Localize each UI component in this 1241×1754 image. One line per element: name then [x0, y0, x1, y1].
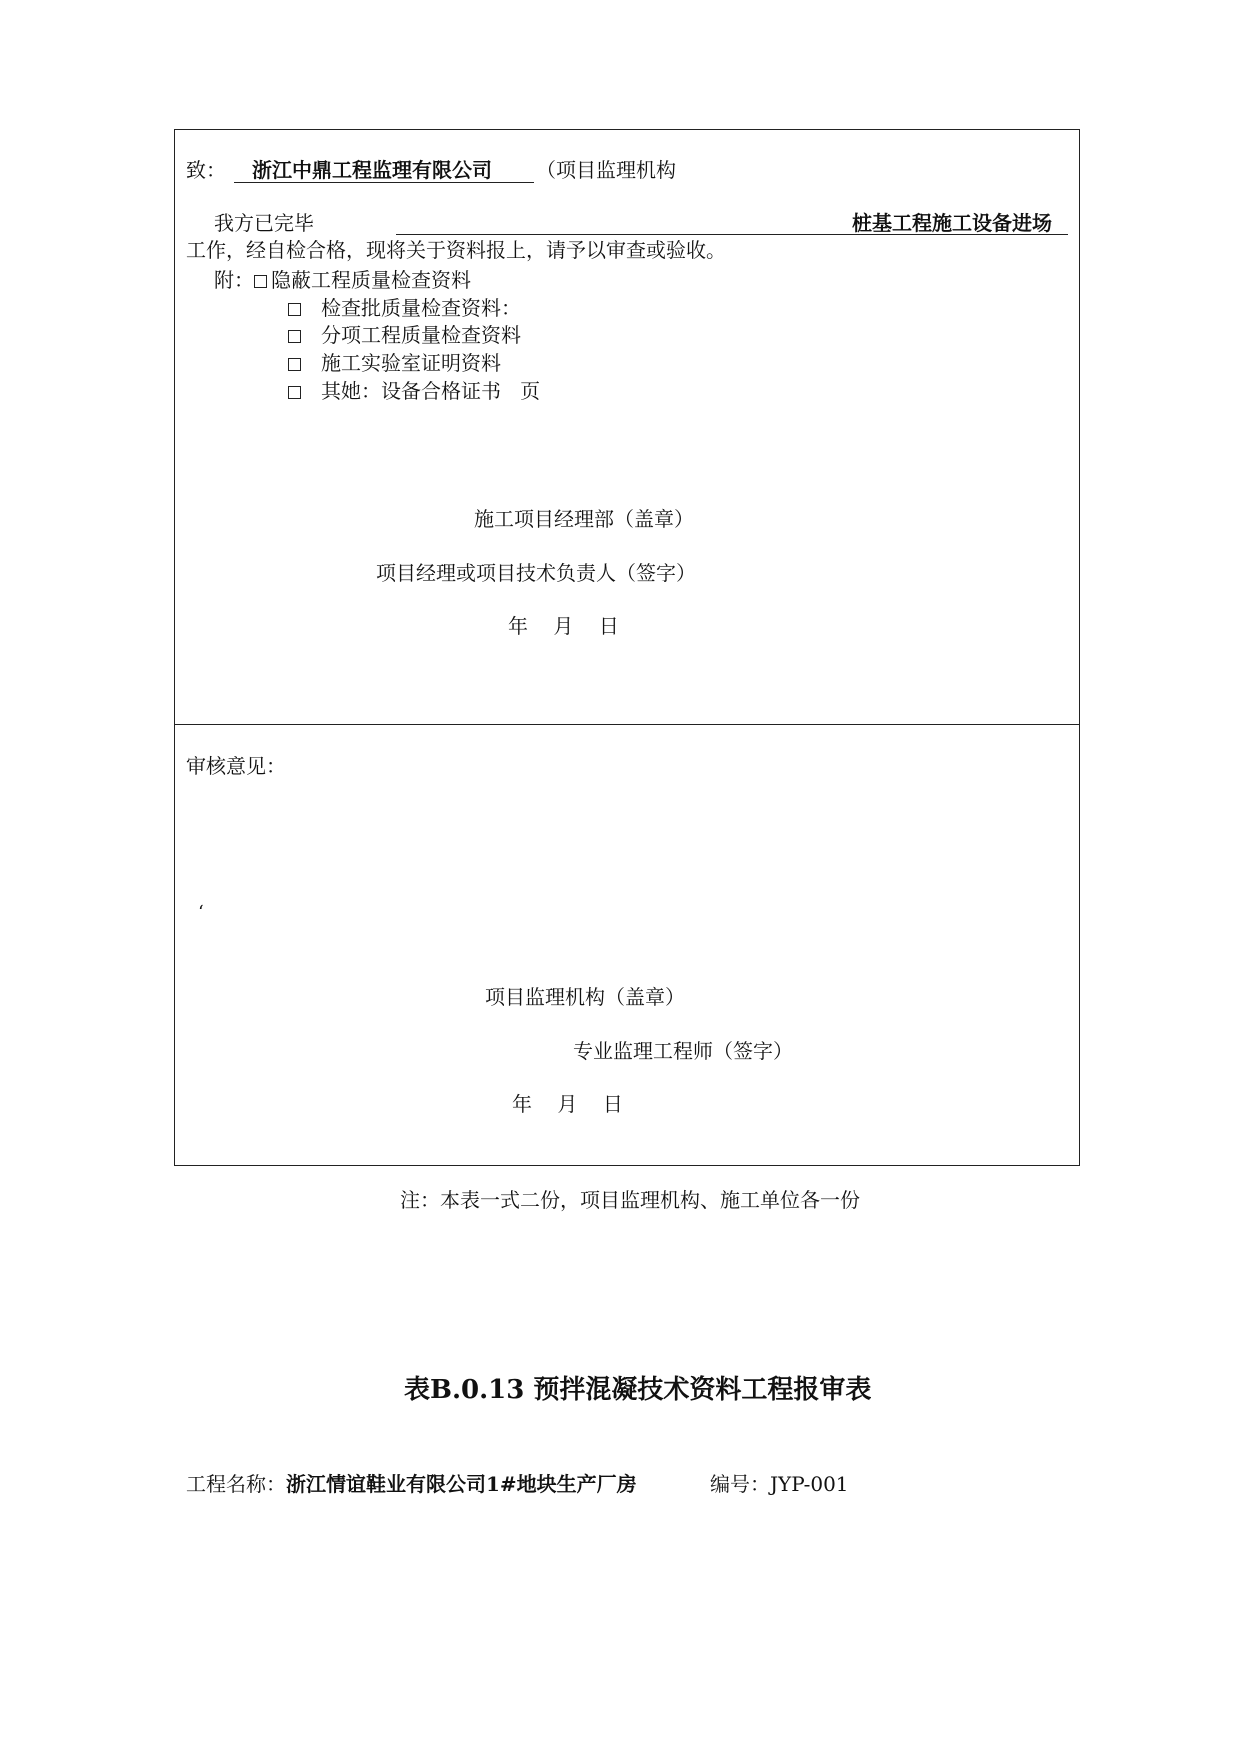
- checkbox-icon[interactable]: [254, 275, 267, 288]
- attachment-item-1: [288, 298, 521, 318]
- attachment-item-4: [288, 381, 540, 401]
- date-line-1: 年 月 日: [508, 614, 619, 638]
- review-label: 审核意见：: [186, 754, 286, 778]
- manager-sign-label: 项目经理或项目技术负责人（签字）: [376, 561, 696, 585]
- attachment-item-0: [214, 270, 471, 290]
- attachment-label-1: 检查批质量检查资料：: [321, 296, 521, 320]
- intro-prefix: 我方已完毕: [214, 211, 314, 235]
- engineer-sign-label: 专业监理工程师（签字）: [573, 1039, 793, 1063]
- attachment-item-3: [288, 353, 501, 373]
- project-name-label: 工程名称：: [186, 1472, 286, 1496]
- attachment-label-3: 施工实验室证明资料: [321, 351, 501, 375]
- stray-mark: ‘: [198, 902, 204, 923]
- supervision-seal-label: 项目监理机构（盖章）: [485, 985, 685, 1009]
- checkbox-icon[interactable]: [288, 386, 301, 399]
- project-info-row: [186, 1474, 637, 1494]
- to-org-suffix: （项目监理机构: [536, 158, 676, 182]
- checkbox-icon[interactable]: [288, 330, 301, 343]
- attachment-label-4: 其她：设备合格证书 页: [321, 379, 541, 403]
- work-item-name: 桩基工程施工设备进场: [852, 211, 1052, 235]
- form-number-value: JYP-001: [770, 1472, 849, 1496]
- date-line-2: 年 月 日: [512, 1092, 623, 1116]
- dept-seal-label: 施工项目经理部（盖章）: [474, 507, 694, 531]
- form-number-label: 编号：: [710, 1472, 770, 1496]
- form-title: 表B.0.13 预拌混凝技术资料工程报审表: [404, 1375, 872, 1405]
- intro-line2: 工作，经自检合格，现将关于资料报上，请予以审查或验收。: [186, 238, 726, 262]
- project-name-value: 浙江情谊鞋业有限公司1#地块生产厂房: [286, 1472, 637, 1496]
- to-label: 致：: [186, 158, 226, 182]
- form-number-row: [710, 1474, 849, 1494]
- checkbox-icon[interactable]: [288, 358, 301, 371]
- attachment-label-2: 分项工程质量检查资料: [321, 323, 521, 347]
- attachment-label-0: 隐蔽工程质量检查资料: [271, 268, 471, 292]
- form-table-divider: [174, 724, 1080, 725]
- checkbox-icon[interactable]: [288, 303, 301, 316]
- to-company-name: 浙江中鼎工程监理有限公司: [252, 158, 492, 182]
- attach-label: 附：: [214, 268, 254, 292]
- attachment-item-2: [288, 325, 521, 345]
- table-note: 注：本表一式二份，项目监理机构、施工单位各一份: [400, 1188, 860, 1212]
